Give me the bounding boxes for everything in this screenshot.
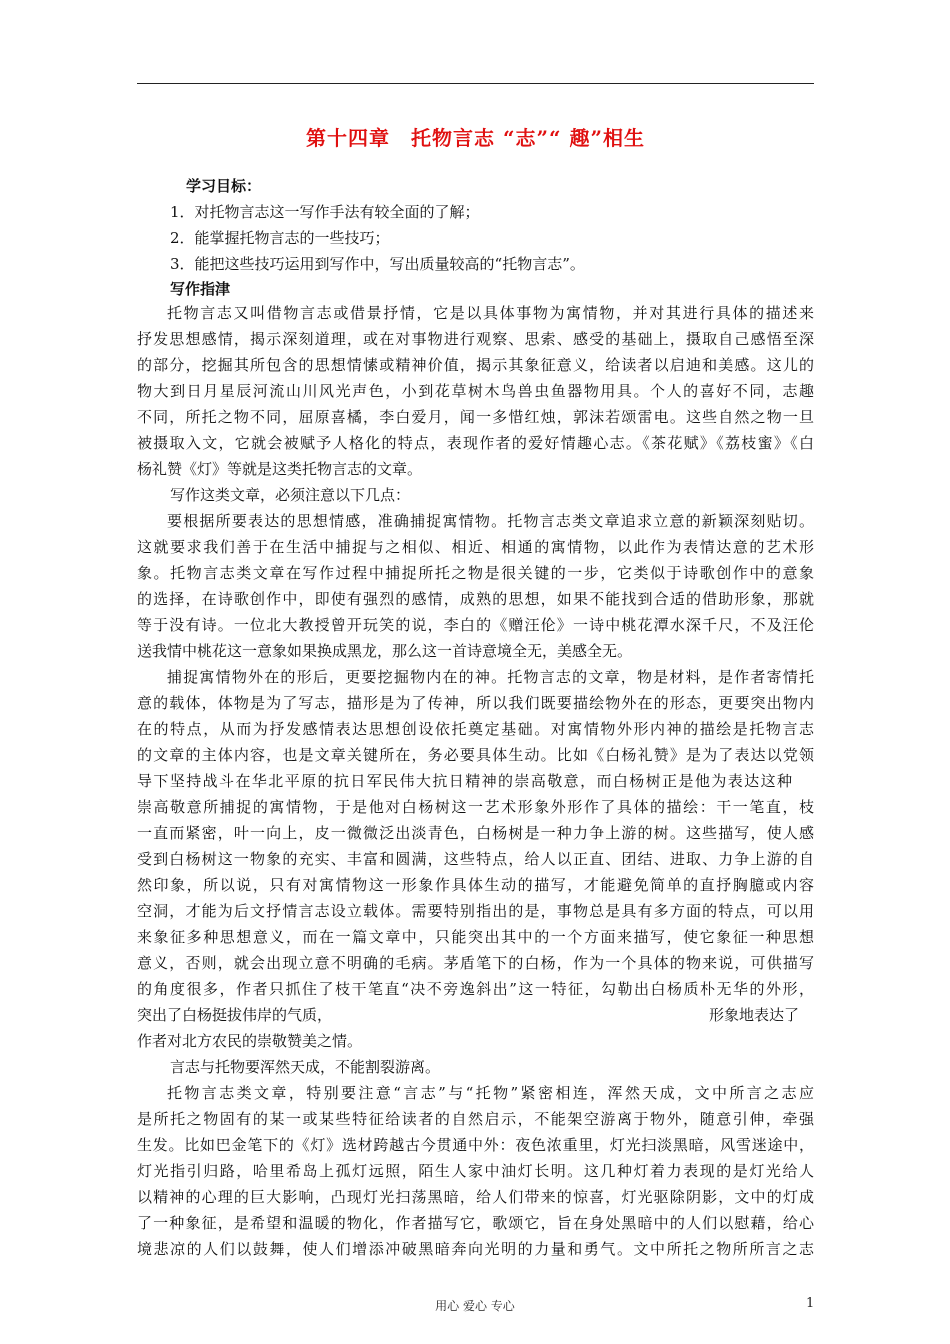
body-line: 生发。比如巴金笔下的《灯》选材跨越古今贯通中外：夜色浓重里，灯光扫淡黑暗，风雪迷途中， [137,1136,814,1154]
body-line: 不同，所托之物不同，屈原喜橘，李白爱月，闻一多惜红烛，郭沫若颂雷电。这些自然之物一旦 [137,408,814,426]
page-footer: 用心 爱心 专心 [435,1299,515,1313]
body-line: 的角度很多，作者只抓住了枝干笔直“决不旁逸斜出”这一特征，勾勒出白杨质朴无华的外形， [137,980,814,998]
page-number: 1 [806,1296,815,1311]
body-line: 物大到日月星辰河流山川风光声色，小到花草树木鸟兽虫鱼器物用具。个人的喜好不同，志趣 [137,382,814,400]
body-line: 作者对北方农民的崇敬赞美之情。 [137,1032,363,1050]
body-line: 托物言志类文章，特别要注意“言志”与“托物”紧密相连，浑然天成，文中所言之志应 [167,1084,814,1102]
body-line: 受到白杨树这一物象的充实、丰富和圆满，这些特点，给人以正直、团结、进取、力争上游的自 [137,850,814,868]
body-line: 被摄取入文，它就会被赋予人格化的特点，表现作者的爱好情趣心志。《茶花赋》《荔枝蜜》《白 [137,434,814,452]
body-line: 一直而紧密，叶一向上，皮一微微泛出淡青色，白杨树是一种力争上游的树。这些描写，使人感 [137,824,814,842]
goals-heading: 学习目标： [186,177,262,195]
body-line: 来象征多种思想意义，而在一篇文章中，只能突出其中的一个方面来描写，使它象征一种思想 [137,928,814,946]
body-line: 境悲凉的人们以鼓舞，使人们增添冲破黑暗奔向光明的力量和勇气。文中所托之物所所言之志 [137,1240,814,1258]
body-line: 写作这类文章，必须注意以下几点： [170,486,411,504]
body-line: 捕捉寓情物外在的形后，更要挖掘物内在的神。托物言志的文章，物是材料，是作者寄情托 [167,668,814,686]
body-line: 空洞，才能为后文抒情言志设立载体。需要特别指出的是，事物总是具有多方面的特点，可以用 [137,902,814,920]
body-line: 言志与托物要浑然天成，不能割裂游离。 [170,1058,441,1076]
body-line: 形象地表达了 [709,1006,800,1024]
body-line: 崇高敬意所捕捉的寓情物，于是他对白杨树这一艺术形象外形作了具体的描绘：干一笔直，枝 [137,798,814,816]
body-line: 的选择，在诗歌创作中，即使有强烈的感情，成熟的思想，如果不能找到合适的借助形象，那就 [137,590,814,608]
body-line: 意义，否则，就会出现立意不明确的毛病。茅盾笔下的白杨，作为一个具体的物来说，可供描写 [137,954,814,972]
goal-item: 3．能把这些技巧运用到写作中，写出质量较高的“托物言志”。 [170,255,585,273]
body-line: 意的载体，体物是为了写志，描形是为了传神，所以我们既要描绘物外在的形态，更要突出物内 [137,694,814,712]
body-line: 以精神的心理的巨大影响，凸现灯光扫荡黑暗，给人们带来的惊喜，灯光驱除阴影，文中的灯成 [137,1188,814,1206]
goal-item: 2．能掌握托物言志的一些技巧； [170,229,390,247]
body-line: 象。托物言志类文章在写作过程中捕捉所托之物是很关键的一步，它类似于诗歌创作中的意象 [137,564,814,582]
body-line: 等于没有诗。一位北大教授曾开玩笑的说，李白的《赠汪伦》一诗中桃花潭水深千尺，不及汪伦 [137,616,814,634]
body-line: 导下坚持战斗在华北平原的抗日军民伟大抗日精神的崇高敬意，而白杨树正是他为表达这种 [137,772,792,790]
body-line: 了一种象征，是希望和温暖的物化，作者描写它，歌颂它，旨在身处黑暗中的人们以慰藉，给心 [137,1214,814,1232]
header-rule [137,83,814,84]
body-line: 突出了白杨挺拔伟岸的气质， [137,1006,333,1024]
body-line: 是所托之物固有的某一或某些特征给读者的自然启示，不能架空游离于物外，随意引伸，牵强 [137,1110,814,1128]
body-line: 要根据所要表达的思想情感，准确捕捉寓情物。托物言志类文章追求立意的新颖深刻贴切。 [167,512,814,530]
guide-heading: 写作指津 [170,280,231,298]
body-line: 抒发思想感情，揭示深刻道理，或在对事物进行观察、思索、感受的基础上，摄取自己感悟至深 [137,330,814,348]
body-line: 托物言志又叫借物言志或借景抒情，它是以具体事物为寓情物，并对其进行具体的描述来 [167,304,814,322]
body-line: 杨礼赞《灯》等就是这类托物言志的文章。 [137,460,423,478]
body-line: 这就要求我们善于在生活中捕捉与之相似、相近、相通的寓情物，以此作为表情达意的艺术形 [137,538,814,556]
body-line: 灯光指引归路，哈里希岛上孤灯远照，陌生人家中油灯长明。这几种灯着力表现的是灯光给人 [137,1162,814,1180]
body-line: 的文章的主体内容，也是文章关键所在，务必要具体生动。比如《白杨礼赞》是为了表达以党领 [137,746,814,764]
goal-item: 1．对托物言志这一写作手法有较全面的了解； [170,203,480,221]
body-line: 在的特点，从而为抒发感情表达思想创设依托奠定基础。对寓情物外形内神的描绘是托物言志 [137,720,814,738]
body-line: 的部分，挖掘其所包含的思想情愫或精神价值，揭示其象征意义，给读者以启迪和美感。这儿的 [137,356,814,374]
chapter-title: 第十四章 托物言志 “志”“ 趣”相生 [306,126,645,150]
body-line: 送我情中桃花这一意象如果换成黑龙，那么这一首诗意境全无，美感全无。 [137,642,633,660]
body-line: 然印象，所以说，只有对寓情物这一形象作具体生动的描写，才能避免简单的直抒胸臆或内容 [137,876,814,894]
